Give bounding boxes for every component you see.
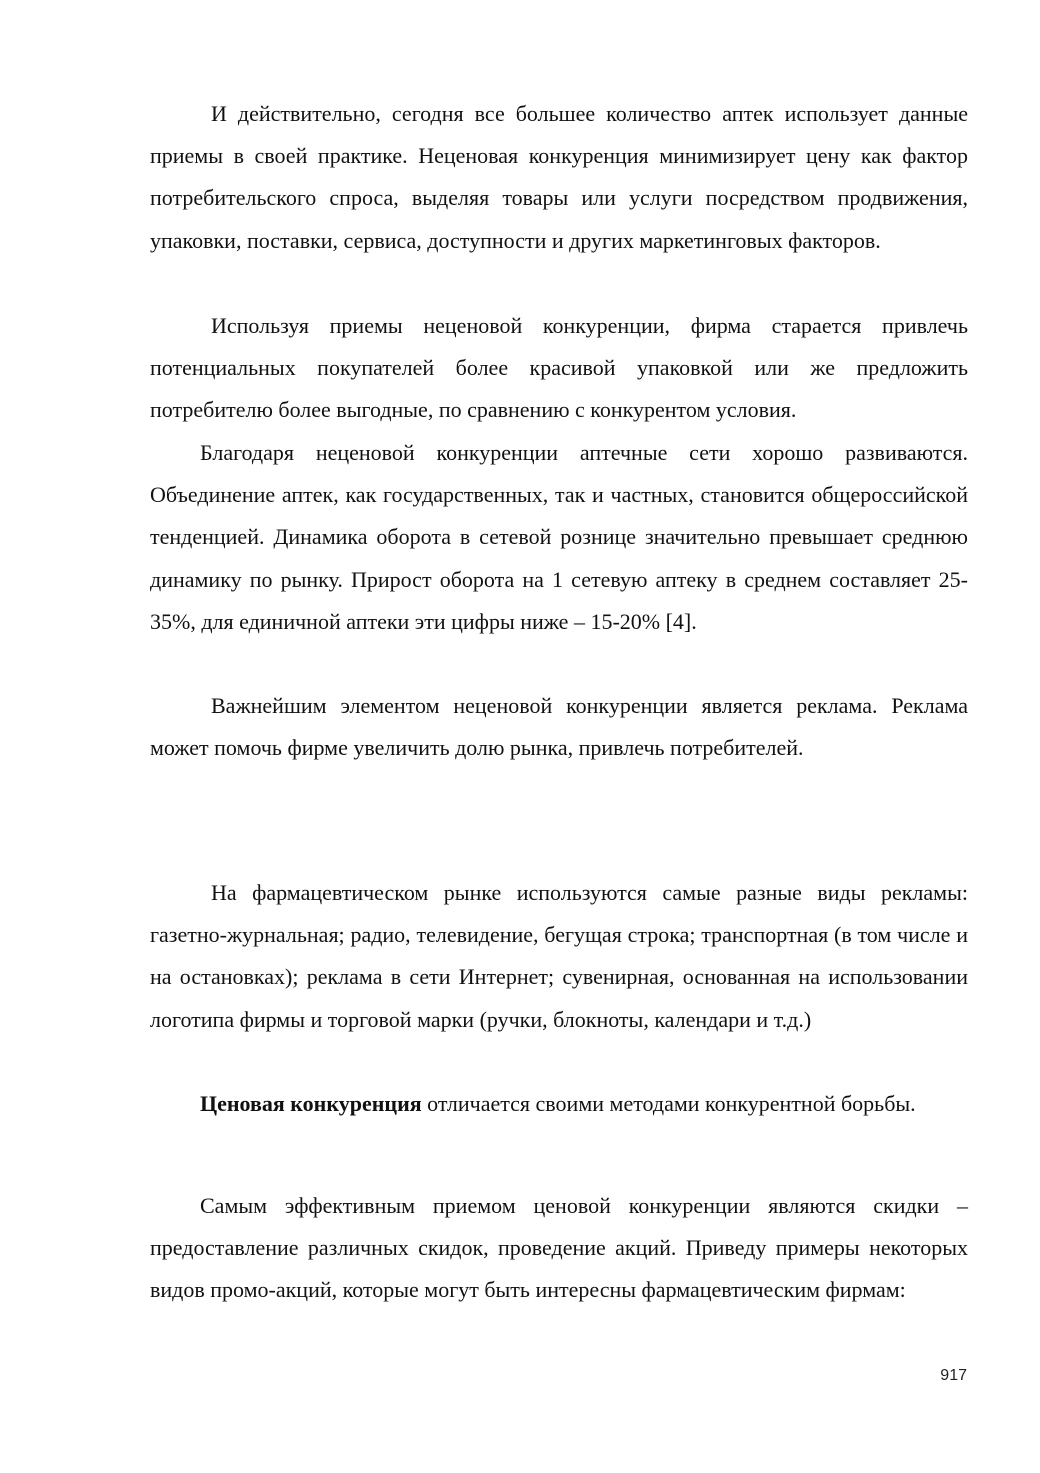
paragraph-pharmacy-practices: И действительно, сегодня все большее количество аптек использует данные приемы в своей практике. Неценовая конкуренция минимизирует цену как фактор потребительского спроса, выделяя товары или услуги посредством продвижения, упаковки, поставки, сервиса, доступности и других маркетинговых факторов. [150, 101, 968, 253]
paragraph-advertising: Важнейшим элементом неценовой конкуренции является реклама. Реклама может помочь фирме увеличить долю рынка, привлечь потребителей. [150, 693, 968, 761]
paragraph-discounts: Самым эффективным приемом ценовой конкуренции являются скидки – предоставление различных скидок, проведение акций. Приведу примеры некоторых видов промо-акций, которые могут быть интересны фармацевтическим фирмам: [150, 1193, 968, 1303]
paragraph-advertising-types: На фармацевтическом рынке используются самые разные виды рекламы: газетно-журнальная; радио, телевидение, бегущая строка; транспортная (в том числе и на остановках); реклама в сети Интернет; сувенирная, основанная на использовании логотипа фирмы и торговой марки (ручки, блокноты, календари и т.д.) [150, 880, 968, 1032]
price-competition-term: Ценовая конкуренция [200, 1091, 422, 1116]
page-number: 917 [940, 1367, 967, 1384]
paragraph-price-competition [150, 1083, 968, 1125]
paragraph-pharmacy-networks: Благодаря неценовой конкуренции аптечные сети хорошо развиваются. Объединение аптек, как государственных, так и частных, становится общероссийской тенденцией. Динамика оборота в сетевой рознице значительно превышает среднюю динамику по рынку. Прирост оборота на 1 сетевую аптеку в среднем составляет 25-35%, для единичной аптеки эти цифры ниже – 15-20% [4]. [150, 440, 968, 634]
paragraph-non-price-methods: Используя приемы неценовой конкуренции, фирма старается привлечь потенциальных покупателей более красивой упаковкой или же предложить потребителю более выгодные, по сравнению с конкурентом условия. [150, 313, 968, 423]
price-competition-text: отличается своими методами конкурентной борьбы. [421, 1091, 916, 1116]
